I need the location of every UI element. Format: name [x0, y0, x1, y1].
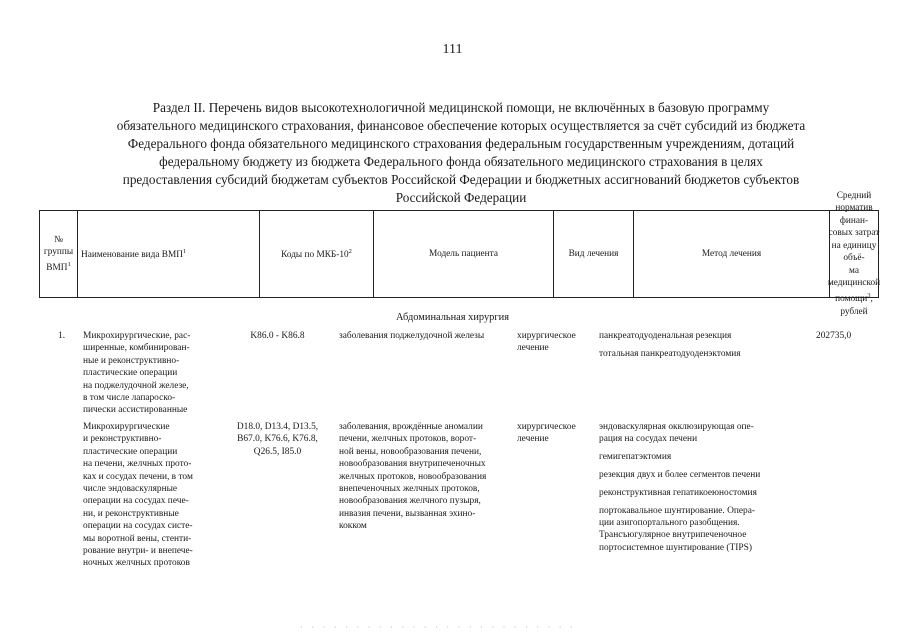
- heading-line: Российской Федерации: [395, 190, 527, 205]
- treatment-type-cell: хирургическое лечение: [517, 422, 576, 445]
- treatment-method-cell: эндоваскулярная окклюзирующая опе- рация на сосудах печени гемигепатэктомия резекция двух и более сегментов печени реконструктивная гепатикоеюностомия портокавальное шунтирование. Опера- ции азигопортального разобщения. Трансъюгулярное внутрипеченочное портосистемное шунтирование (TIPS): [599, 422, 761, 553]
- heading-line: Федерального фонда обязательного медицинского страхования федеральным государственным учреждениям, дотаций: [127, 136, 795, 151]
- header-average-cost: Средний норматив финан- совых затрат на единицу объё- ма медицинской помощи$^3$, рублей: [827, 190, 881, 317]
- heading-line: предоставления субсидий бюджетам субъектов Российской Федерации и бюджетных ассигнований бюджетов субъектов: [122, 172, 800, 187]
- header-treatment-type: Вид лечения: [553, 211, 633, 297]
- vmp-name-cell: Микрохирургические, рас- ширенные, комбинирован- ные и реконструктивно- пластические операции на поджелудочной железе, в том числе лапароско- пически ассистированные: [83, 331, 191, 416]
- scan-artifact: · · · · · · · · · · · · · · · · · · · · · · · · ·: [300, 622, 576, 632]
- header-treatment-method: Метод лечения: [633, 211, 829, 297]
- vmp-name-cell: Микрохирургические и реконструктивно- пластические операции на печени, желчных прото- ках и сосудах печени, в том числе эндоваскулярные операции на сосудах пече- ни, и реконструктивные операции на сосудах систе- мы воротной вены, стенти- рование внутри- и внепече- ночных желчных протоков: [83, 422, 193, 569]
- heading-line: обязательного медицинского страхования, финансовое обеспечение которых осуществляется за счёт субсидий из бюджета: [116, 118, 806, 133]
- treatment-type-cell: хирургическое лечение: [517, 331, 576, 354]
- header-patient-model: Модель пациента: [373, 211, 553, 297]
- heading-line: Раздел II. Перечень видов высокотехнологичной медицинской помощи, не включённых в базовую программу: [152, 100, 770, 115]
- page-number: 111: [442, 42, 463, 57]
- header-icd-codes: Коды по МКБ-$10^2$: [259, 211, 373, 297]
- treatment-method-cell: панкреатодуоденальная резекция тотальная панкреатодуоденэктомия: [599, 331, 741, 359]
- patient-model-cell: заболевания, врождённые аномалии печени, желчных протоков, ворот- ной вены, новообразования печени, новообразования внутрипеченочных желчных протоков, новообразования внепеченочных желчных протоков, новообразования желчного пузыря, инвазия печени, вызванная эхино- кокком: [339, 422, 487, 532]
- header-vmp-name: Наименование вида ВМП$^1$: [77, 211, 259, 297]
- icd-codes-cell: K86.0 - K86.8: [250, 331, 305, 341]
- patient-model-cell: заболевания поджелудочной железы: [339, 331, 485, 341]
- heading-line: федеральному бюджету из бюджета Федерального фонда обязательного медицинского страхования в целях: [159, 154, 763, 169]
- section-title: Абдоминальная хирургия: [396, 312, 509, 323]
- header-group-number: № группы ВМП$^1$: [39, 211, 77, 297]
- icd-codes-cell: D18.0, D13.4, D13.5, B67.0, K76.6, K76.8, Q26.5, I85.0: [236, 422, 319, 457]
- section-heading: [45, 99, 877, 207]
- average-cost-cell: 202735,0: [816, 331, 852, 341]
- row-number: 1.: [58, 331, 66, 341]
